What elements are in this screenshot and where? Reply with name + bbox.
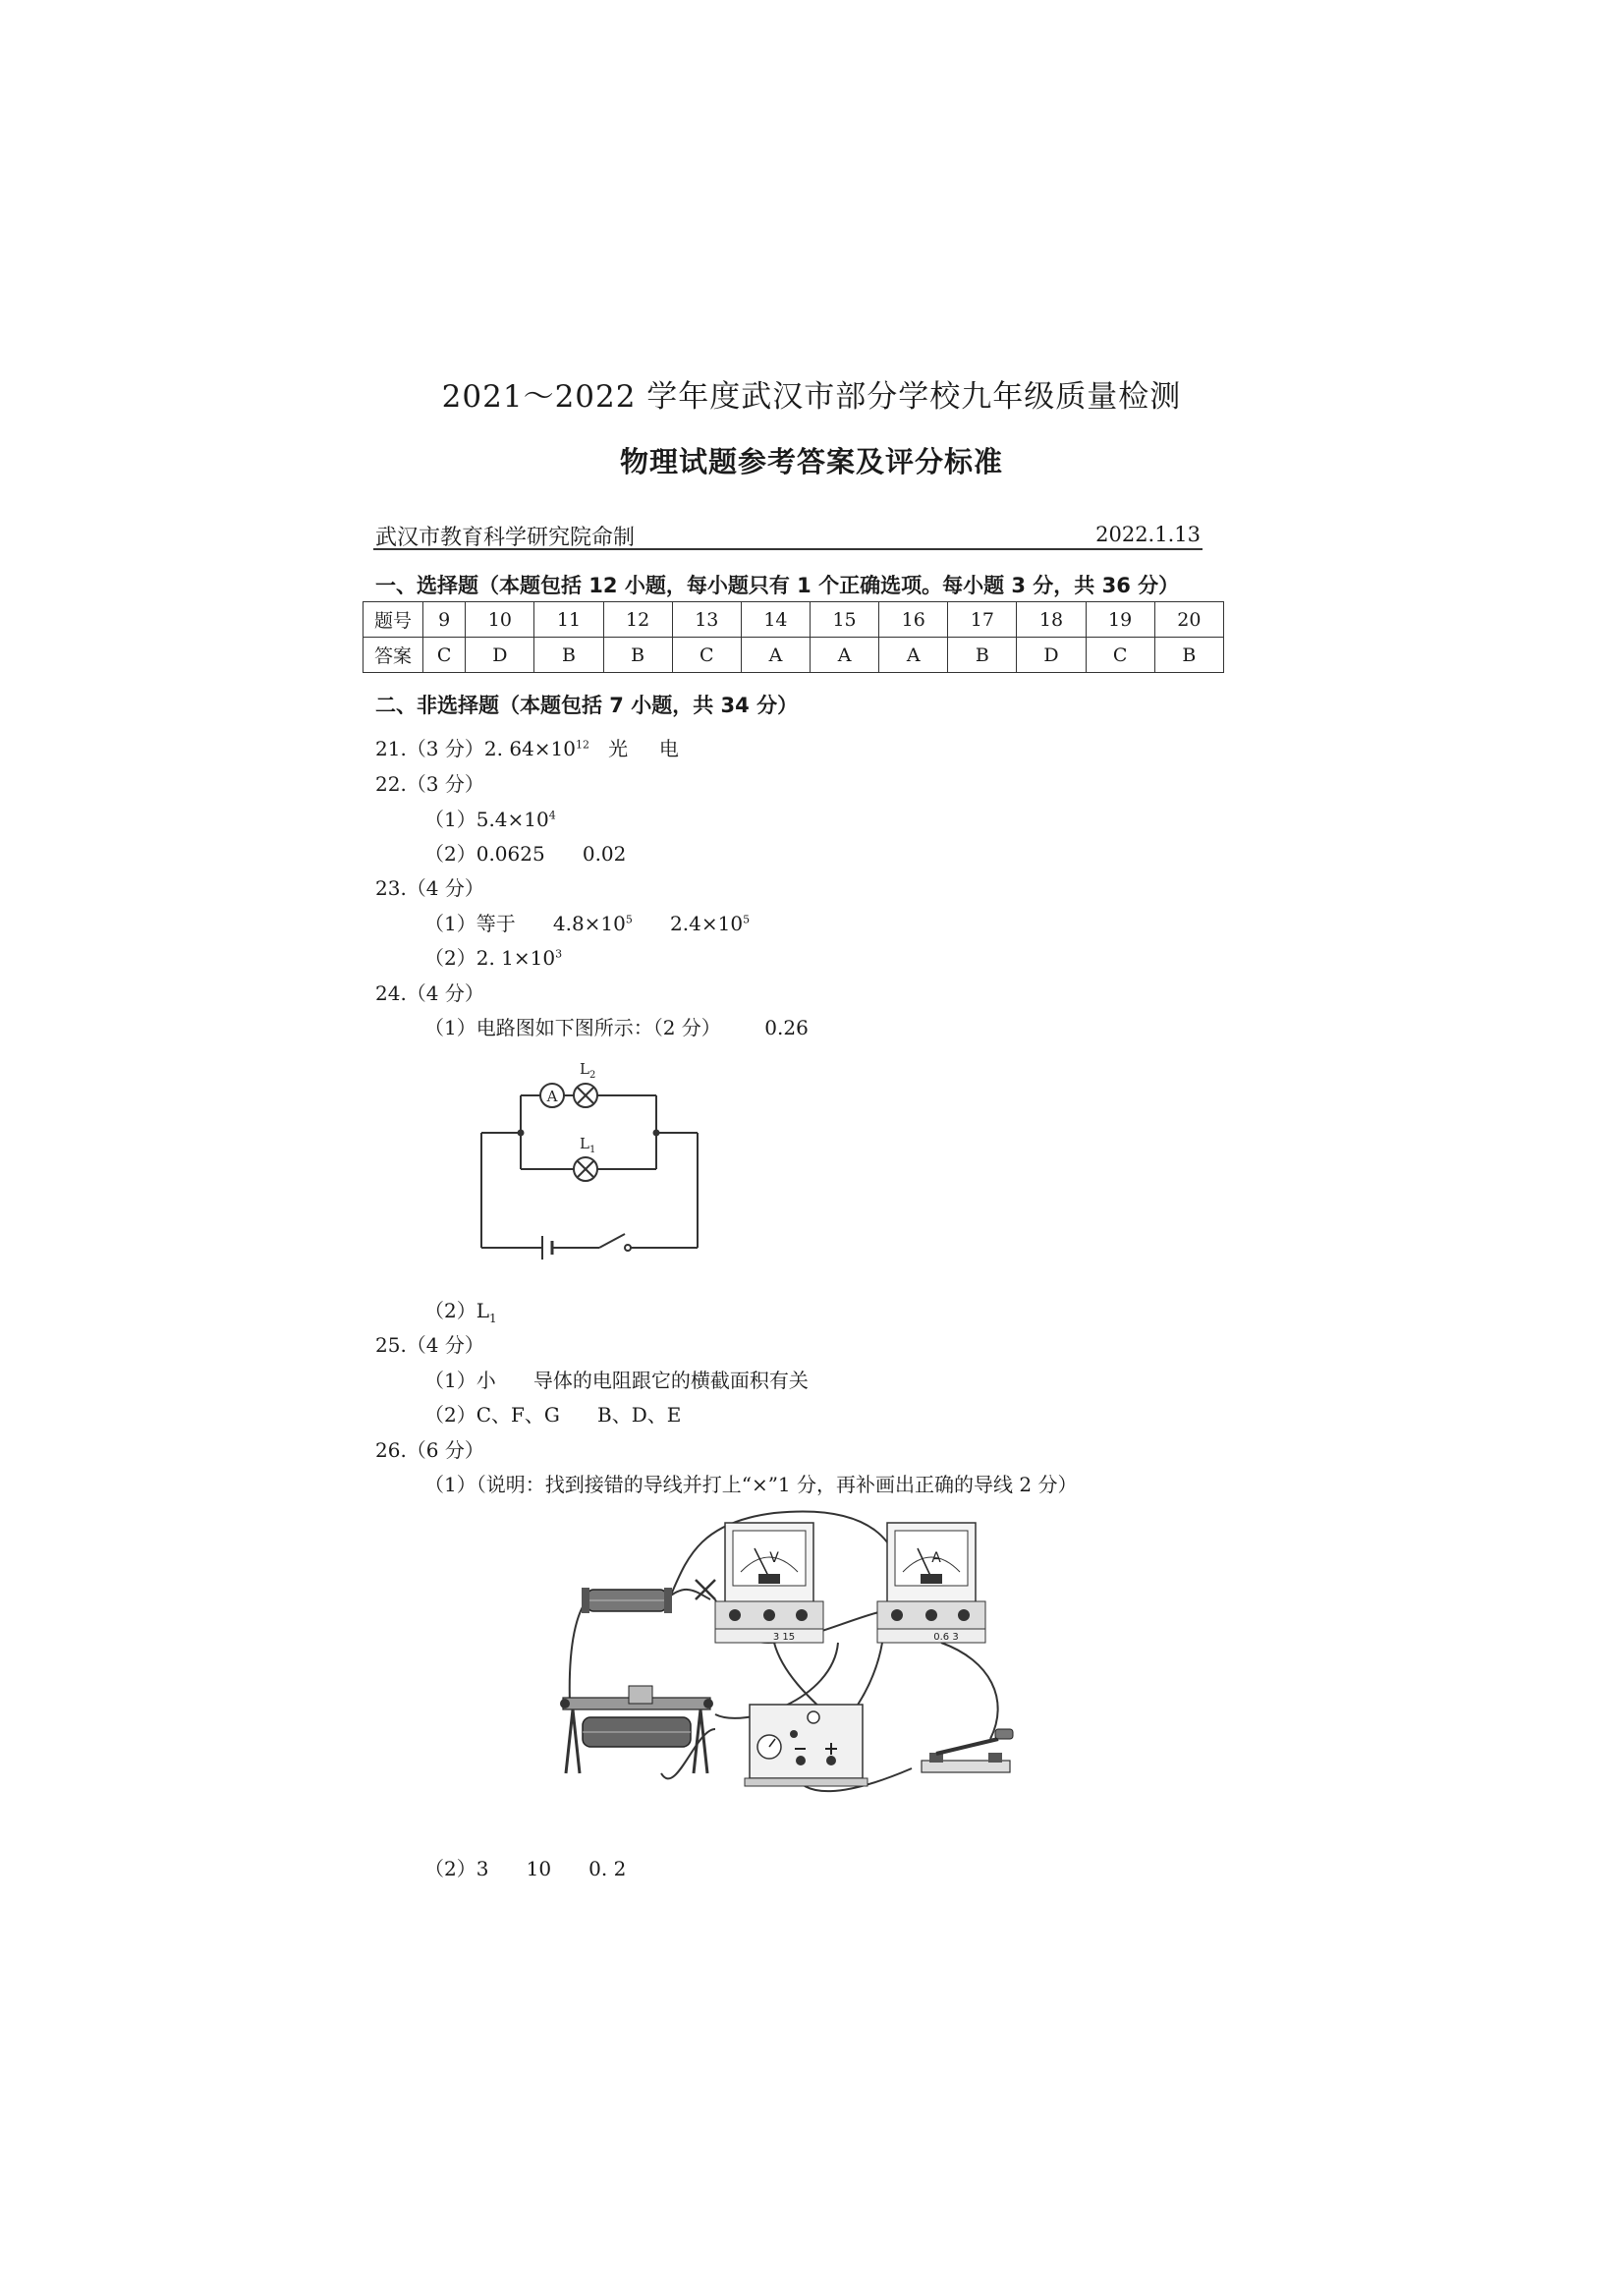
lamp-l2-letter: L [580, 1060, 589, 1078]
q21-exponent: 12 [576, 738, 589, 752]
section2-heading: 二、非选择题（本题包括 7 小题，共 34 分） [375, 694, 799, 717]
answer-cell: A [811, 638, 879, 673]
q23-part1-b: 2.4×10 [632, 912, 744, 935]
question-number: 11 [534, 602, 603, 638]
row-label-answer: 答案 [364, 638, 423, 673]
q26-label: 26.（6 分） [375, 1438, 484, 1462]
q21-value: 2. 64×10 [483, 737, 576, 760]
q23-part2-value: （2）2. 1×10 [424, 946, 556, 970]
q23-part1 [424, 908, 750, 936]
answer-cell: C [1086, 638, 1154, 673]
section1-heading: 一、选择题（本题包括 12 小题，每小题只有 1 个正确选项。每小题 3 分，共 36 分） [375, 574, 1180, 597]
power-supply [745, 1705, 867, 1786]
question-number: 13 [672, 602, 741, 638]
q22-part1 [424, 804, 556, 832]
q26-part1: （1）（说明：找到接错的导线并打上“×”1 分，再补画出正确的导线 2 分） [424, 1473, 1078, 1496]
answer-cell: B [948, 638, 1017, 673]
q25-part1: （1）小 导体的电阻跟它的横截面积有关 [424, 1369, 809, 1392]
question-number: 18 [1017, 602, 1086, 638]
ammeter-label: A [546, 1088, 558, 1105]
question-number: 19 [1086, 602, 1154, 638]
circuit-diagram [462, 1046, 717, 1282]
q24-part2 [424, 1295, 497, 1325]
issue-date: 2022.1.13 [1095, 523, 1201, 546]
answer-cell: B [1154, 638, 1223, 673]
junction-dot [653, 1130, 660, 1137]
q21-label: 21.（3 分） [375, 737, 484, 760]
voltmeter-label: V [769, 1550, 779, 1566]
q23-part2 [424, 942, 562, 971]
q24-label: 24.（4 分） [375, 981, 484, 1005]
table-row-answers [364, 638, 1224, 673]
q23-part1-a: （1）等于 4.8×10 [424, 912, 626, 935]
issuing-organization: 武汉市教育科学研究院命制 [375, 526, 636, 550]
answer-cell: A [879, 638, 948, 673]
lamp-l1-letter: L [580, 1135, 589, 1152]
q21-answer [375, 733, 679, 761]
header-rule [373, 548, 1203, 550]
question-number: 16 [879, 602, 948, 638]
q23-part1-a-exponent: 5 [625, 913, 633, 926]
q25-label: 25.（4 分） [375, 1333, 484, 1357]
row-label-number: 题号 [364, 602, 423, 638]
q22-part1-value: （1）5.4×10 [424, 808, 549, 831]
q24-part2-subscript: 1 [489, 1312, 497, 1325]
q21-tail: 光 电 [589, 737, 679, 760]
wire [941, 1643, 998, 1739]
answer-table [363, 601, 1224, 673]
ammeter-label: A [931, 1550, 941, 1566]
q23-label: 23.（4 分） [375, 876, 484, 900]
q25-part2: （2）C、F、G B、D、E [424, 1403, 682, 1427]
voltmeter [715, 1523, 823, 1643]
lamp-l1-subscript: 1 [588, 1145, 596, 1155]
answer-cell: D [466, 638, 534, 673]
question-number: 15 [811, 602, 879, 638]
voltmeter-terminal-labels: 3 15 [772, 1632, 796, 1643]
junction-dot [518, 1130, 525, 1137]
answer-cell: D [1017, 638, 1086, 673]
answer-cell: B [534, 638, 603, 673]
lamp-l2-subscript: 2 [588, 1070, 596, 1081]
answer-cell: A [741, 638, 810, 673]
q22-label: 22.（3 分） [375, 772, 484, 796]
answer-cell: C [672, 638, 741, 673]
question-number: 20 [1154, 602, 1223, 638]
q23-part2-exponent: 3 [555, 947, 563, 961]
q23-part1-b-exponent: 5 [743, 913, 751, 926]
switch-lever [599, 1234, 625, 1248]
q24-part1: （1）电路图如下图所示：（2 分） 0.26 [424, 1016, 809, 1039]
resistor-coil [582, 1588, 672, 1613]
answer-cell: B [603, 638, 672, 673]
question-number: 9 [423, 602, 466, 638]
knife-switch [922, 1729, 1013, 1772]
question-number: 10 [466, 602, 534, 638]
page-title: 2021～2022 学年度武汉市部分学校九年级质量检测 [441, 379, 1182, 415]
q22-part1-exponent: 4 [548, 809, 556, 822]
question-number: 17 [948, 602, 1017, 638]
question-number: 14 [741, 602, 810, 638]
lamp-l1-label [580, 1135, 595, 1155]
wire [570, 1599, 588, 1705]
question-number: 12 [603, 602, 672, 638]
lamp-l2-label [580, 1060, 595, 1081]
switch-contact [625, 1245, 631, 1251]
page-subtitle: 物理试题参考答案及评分标准 [619, 445, 1003, 478]
q26-part2: （2）3 10 0. 2 [424, 1857, 627, 1880]
rheostat [560, 1686, 713, 1773]
ammeter-terminal-labels: 0.6 3 [933, 1632, 959, 1643]
ammeter [877, 1523, 985, 1643]
answer-cell: C [423, 638, 466, 673]
q22-part2: （2）0.0625 0.02 [424, 842, 627, 866]
q24-part2-value: （2）L [424, 1299, 490, 1322]
lab-apparatus-illustration [548, 1503, 1059, 1837]
table-row-numbers [364, 602, 1224, 638]
